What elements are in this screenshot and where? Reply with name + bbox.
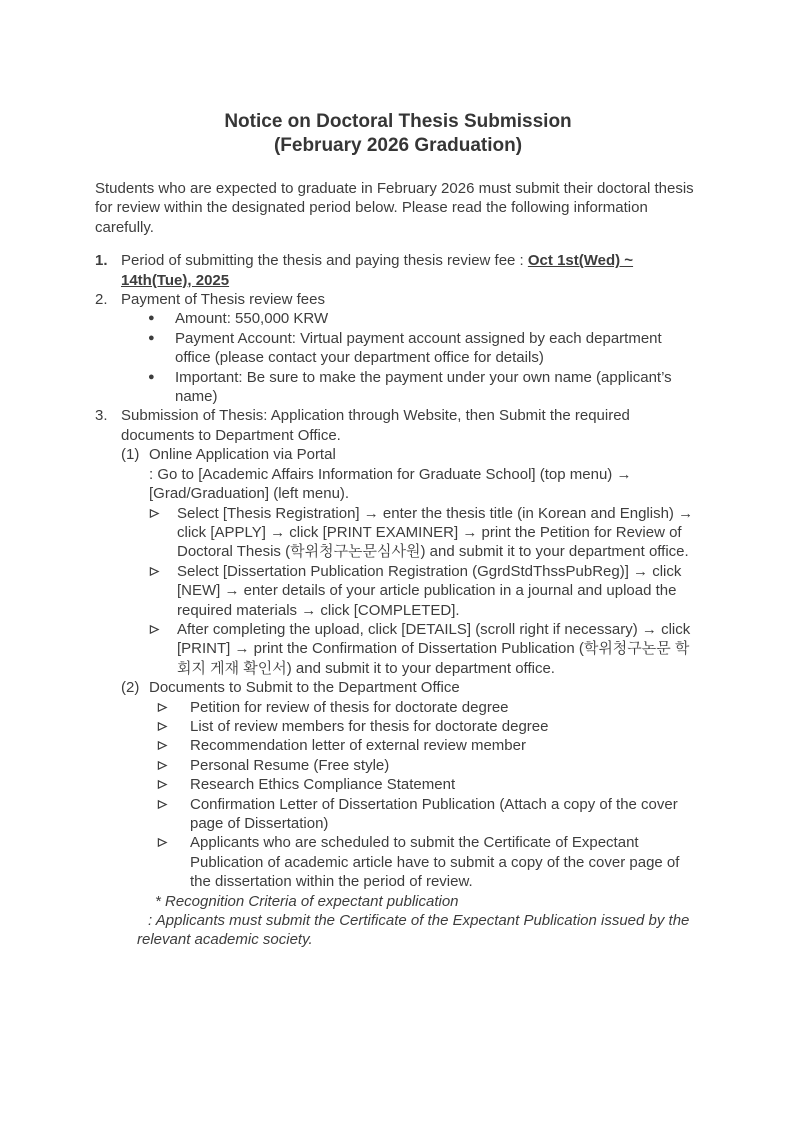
arrowhead-bullet-icon (149, 562, 177, 577)
arrow-item-text: Confirmation Letter of Dissertation Publication (Attach a copy of the cover page of Dissertation) (190, 795, 678, 832)
list-item-3-body (121, 406, 701, 949)
intro-paragraph: Students who are expected to graduate in February 2026 must submit their doctoral thesis for review within the designated period below. Please read the following information carefully. (95, 180, 694, 236)
sub-section-1-desc: : Go to [Academic Affairs Information for Graduate School] (top menu) → [Grad/Graduation] (left menu). (149, 465, 632, 503)
sub-section-label: (2) (121, 679, 140, 697)
list-item-3-text: Submission of Thesis: Application through Website, then Submit the required documents to Department Office. (121, 407, 630, 444)
arrow-item-text: Personal Resume (Free style) (190, 756, 390, 774)
item1-prefix: Period of submitting the thesis and paying thesis review fee : (121, 252, 528, 270)
bullet-dot-icon: ● (148, 312, 155, 325)
list-item-2 (95, 290, 701, 406)
arrow-item (149, 736, 701, 755)
arrow-item-text: Select [Thesis Registration] → enter the thesis title (in Korean and English) → click [APPLY] → click [PRINT EXAMINER] → print the Petition for Review of Doctoral Thesis (학위청구논문심사원) and submit it to your department office. (177, 504, 694, 561)
arrow-item (149, 775, 701, 794)
arrow-item-text: Research Ethics Compliance Statement (190, 776, 456, 794)
list-item-2-text: Payment of Thesis review fees (121, 291, 325, 309)
arrow-item-text: List of review members for thesis for doctorate degree (190, 717, 549, 735)
arrow-item (149, 717, 701, 736)
arrow-item (149, 562, 701, 620)
arrow-item-text: Applicants who are scheduled to submit the Certificate of Expectant Publication of academic article have to submit a copy of the cover page of the dissertation within the period of review. (190, 834, 680, 891)
arrowhead-bullet-icon (149, 833, 190, 848)
bullet-text: Payment Account: Virtual payment account assigned by each department office (please contact your department office for details) (175, 329, 662, 367)
document-content (95, 110, 701, 950)
arrow-item (149, 795, 701, 834)
arrow-item-text: Select [Dissertation Publication Registration (GgrdStdThssPubReg)] → click [NEW] → enter details of your article publication in a journal and upload the required materials → click [COMPLETED]. (177, 562, 682, 619)
arrowhead-bullet-icon (149, 756, 190, 771)
arrow-item (149, 698, 701, 717)
page-title-line2: (February 2026 Graduation) (273, 135, 523, 156)
page-title (95, 110, 701, 158)
arrow-item-text: After completing the upload, click [DETAILS] (scroll right if necessary) → click [PRINT] → print the Confirmation of Dissertation Publication (학위청구논문 학회지 게재 확인서) and submit it to your department office. (177, 620, 691, 677)
list-number: 2. (95, 291, 108, 309)
bullet-text: Amount: 550,000 KRW (175, 310, 329, 328)
recognition-criteria-detail: : Applicants must submit the Certificate of the Expectant Publication issued by the relevant academic society. (137, 912, 690, 949)
arrow-item (149, 620, 701, 678)
recognition-criteria-note: * Recognition Criteria of expectant publication (155, 892, 459, 910)
arrowhead-bullet-icon (149, 717, 190, 732)
arrow-item (149, 756, 701, 775)
sub-section-2-title: Documents to Submit to the Department Office (149, 679, 460, 697)
arrowhead-bullet-icon (149, 795, 190, 810)
bullet-item (121, 368, 701, 407)
sub-section-label: (1) (121, 446, 140, 464)
arrowhead-bullet-icon (149, 775, 190, 790)
sub-section-1 (121, 445, 701, 678)
submission-period-highlight: Oct 1st(Wed) ~ 14th(Tue), 2025 (121, 252, 634, 289)
arrow-item-text: Petition for review of thesis for doctorate degree (190, 698, 509, 716)
arrow-item (149, 504, 701, 562)
list-item-1 (95, 251, 701, 290)
bullet-item (121, 329, 701, 368)
arrowhead-bullet-icon (149, 698, 190, 713)
arrow-item (149, 833, 701, 891)
sub-section-1-body (149, 445, 701, 678)
bullet-dot-icon: ● (148, 331, 155, 344)
sub-section-1-title: Online Application via Portal (149, 446, 336, 464)
list-item-3 (95, 406, 701, 949)
bullet-item (121, 309, 701, 328)
arrowhead-bullet-icon (149, 736, 190, 751)
bullet-text: Important: Be sure to make the payment under your own name (applicant’s name) (175, 368, 672, 406)
arrowhead-bullet-icon (149, 620, 177, 635)
arrowhead-bullet-icon (149, 504, 177, 519)
arrow-item-text: Recommendation letter of external review member (190, 737, 526, 755)
page-title-line1: Notice on Doctoral Thesis Submission (224, 111, 572, 132)
bullet-dot-icon: ● (148, 370, 155, 383)
sub-section-2-body (137, 678, 701, 950)
list-number: 1. (95, 252, 108, 270)
list-item-2-body (121, 290, 701, 406)
list-number: 3. (95, 407, 108, 425)
sub-section-2 (121, 678, 701, 950)
list-item-1-text (121, 251, 701, 290)
